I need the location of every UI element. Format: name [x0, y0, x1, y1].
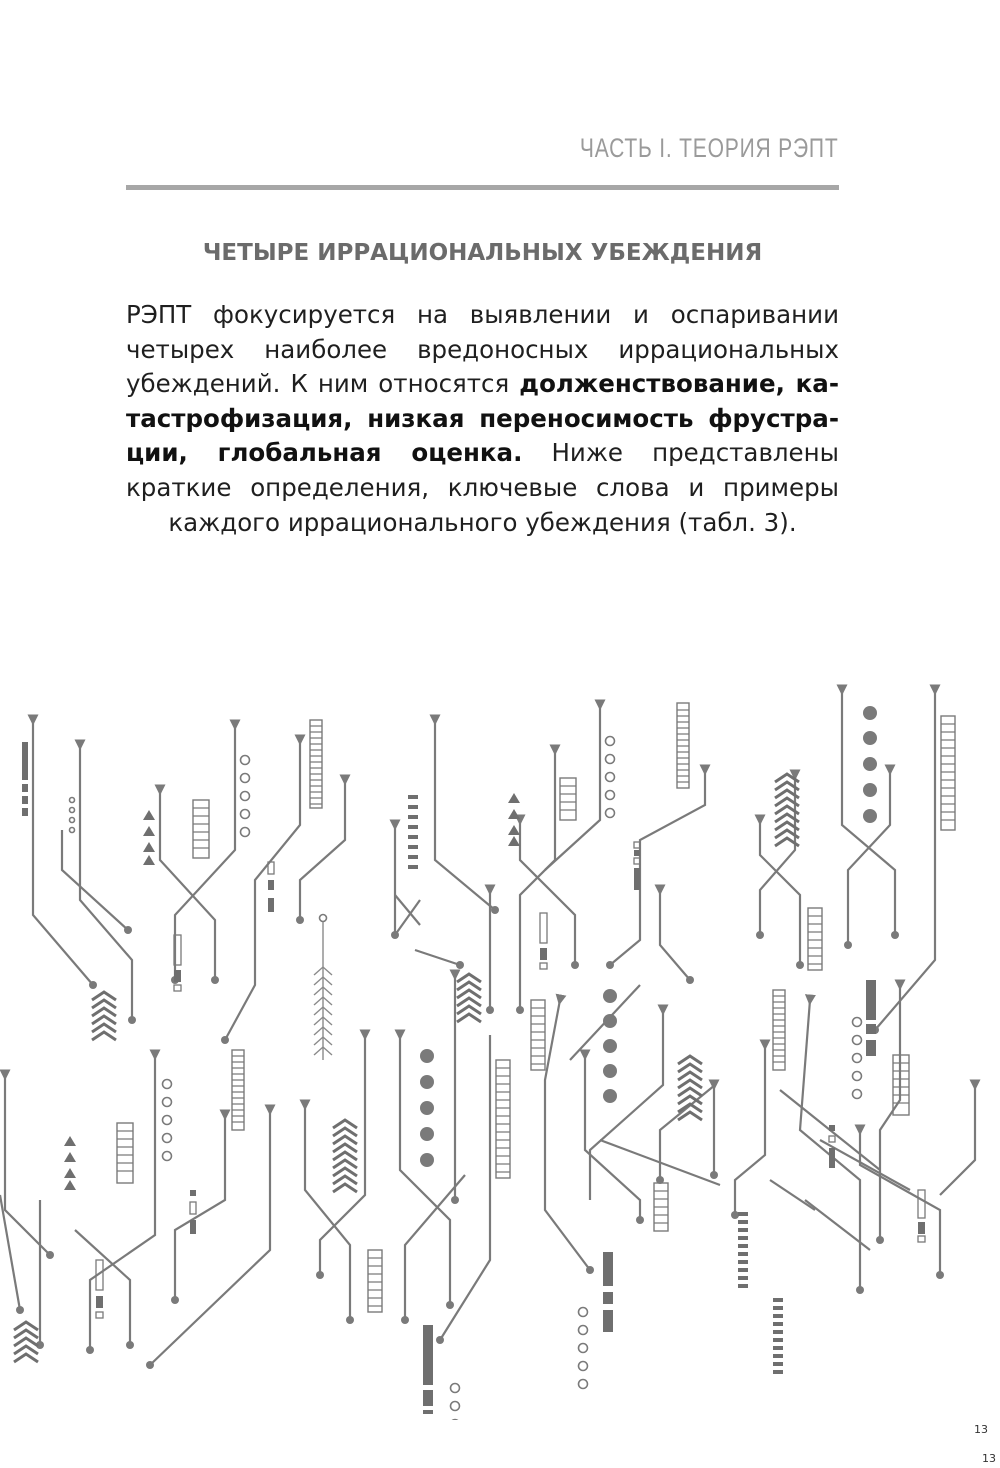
running-head: ЧАСТЬ I. ТЕОРИЯ РЭПТ [579, 133, 838, 163]
circuit-lines-illustration [0, 660, 1000, 1420]
header-rule [126, 185, 839, 190]
paragraph-intro: РЭПТ фокусируется на выявлении и оспаривании четырех наиболее вредоносных иррациональных убеждений. К ним относятся [126, 300, 839, 399]
paragraph-bold-terms: долженствование, катастрофизация, низкая переносимость фрустрации, глобальная оценка. [126, 369, 839, 468]
page-number-margin: 13 [982, 1452, 996, 1465]
paragraph-outro: Ниже представлены краткие определения, ключевые слова и примеры каждого иррационального убеждения (табл. 3). [126, 438, 839, 537]
body-paragraph [126, 298, 839, 540]
section-title: ЧЕТЫРЕ ИРРАЦИОНАЛЬНЫХ УБЕЖДЕНИЯ [202, 240, 763, 266]
page-number: 13 [974, 1423, 988, 1436]
